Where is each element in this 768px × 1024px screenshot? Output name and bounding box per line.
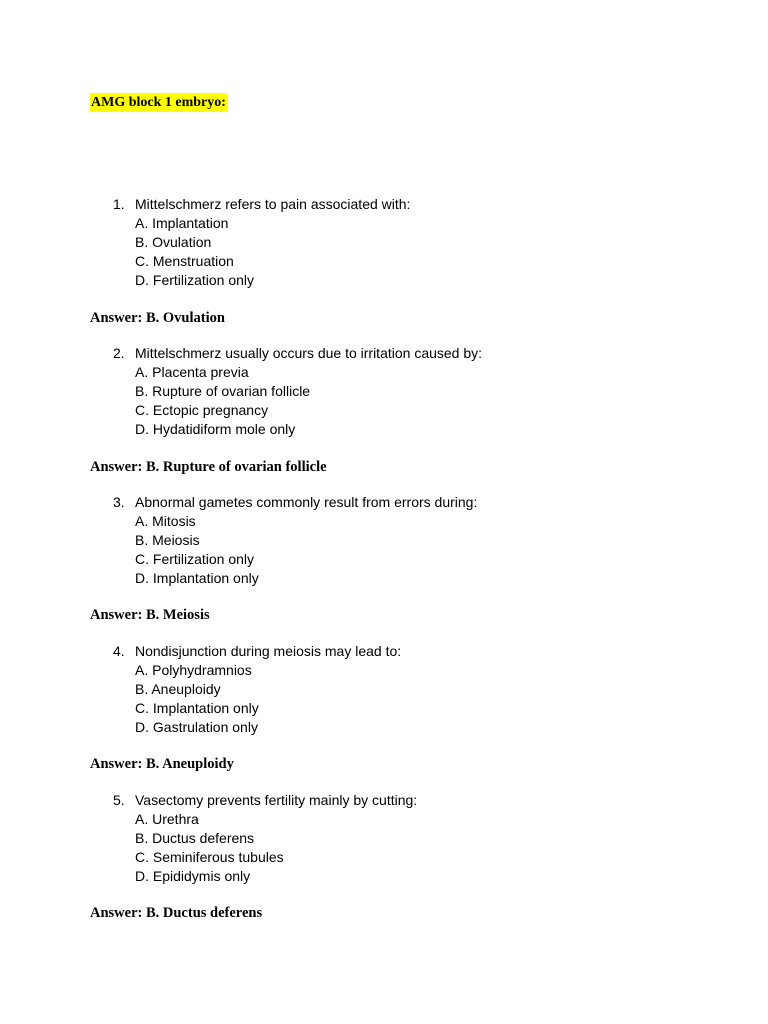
question-1	[0, 195, 768, 290]
option-c: C. Seminiferous tubules	[135, 849, 284, 865]
option-d: D. Fertilization only	[135, 272, 255, 288]
question-text: Nondisjunction during meiosis may lead to:	[135, 643, 402, 659]
question-stem	[0, 195, 768, 214]
answer-5: Answer: B. Ductus deferens	[90, 905, 263, 921]
option-b: B. Aneuploidy	[135, 681, 221, 697]
answer-2: Answer: B. Rupture of ovarian follicle	[90, 459, 327, 475]
question-text: Vasectomy prevents fertility mainly by cutting:	[135, 792, 418, 808]
option-b: B. Rupture of ovarian follicle	[135, 383, 311, 399]
question-stem	[0, 642, 768, 661]
option-c: C. Menstruation	[135, 253, 234, 269]
option-c: C. Ectopic pregnancy	[135, 402, 269, 418]
option-d: D. Implantation only	[135, 570, 259, 586]
option-a: A. Urethra	[135, 811, 199, 827]
question-number: 3.	[113, 494, 125, 510]
document-title: AMG block 1 embryo:	[91, 95, 226, 110]
option-a: A. Mitosis	[135, 513, 196, 529]
option-a: A. Polyhydramnios	[135, 662, 252, 678]
option-a: A. Placenta previa	[135, 364, 249, 380]
option-a: A. Implantation	[135, 215, 229, 231]
question-3	[0, 493, 768, 588]
option-c: C. Implantation only	[135, 700, 259, 716]
option-d: D. Hydatidiform mole only	[135, 421, 296, 437]
option-d: D. Gastrulation only	[135, 719, 258, 735]
answer-4: Answer: B. Aneuploidy	[90, 756, 234, 772]
question-2	[0, 344, 768, 439]
answer-1: Answer: B. Ovulation	[90, 310, 225, 326]
question-text: Abnormal gametes commonly result from errors during:	[135, 494, 478, 510]
option-d: D. Epididymis only	[135, 868, 251, 884]
option-b: B. Ovulation	[135, 234, 212, 250]
question-number: 4.	[113, 643, 125, 659]
question-number: 2.	[113, 345, 125, 361]
option-c: C. Fertilization only	[135, 551, 255, 567]
question-text: Mittelschmerz usually occurs due to irritation caused by:	[135, 345, 483, 361]
question-stem	[0, 791, 768, 810]
option-b: B. Meiosis	[135, 532, 200, 548]
question-5	[0, 791, 768, 886]
option-b: B. Ductus deferens	[135, 830, 255, 846]
question-text: Mittelschmerz refers to pain associated with:	[135, 196, 411, 212]
question-stem	[0, 493, 768, 512]
question-number: 1.	[113, 196, 125, 212]
question-stem	[0, 344, 768, 363]
question-number: 5.	[113, 792, 125, 808]
question-4	[0, 642, 768, 737]
answer-3: Answer: B. Meiosis	[90, 607, 210, 623]
